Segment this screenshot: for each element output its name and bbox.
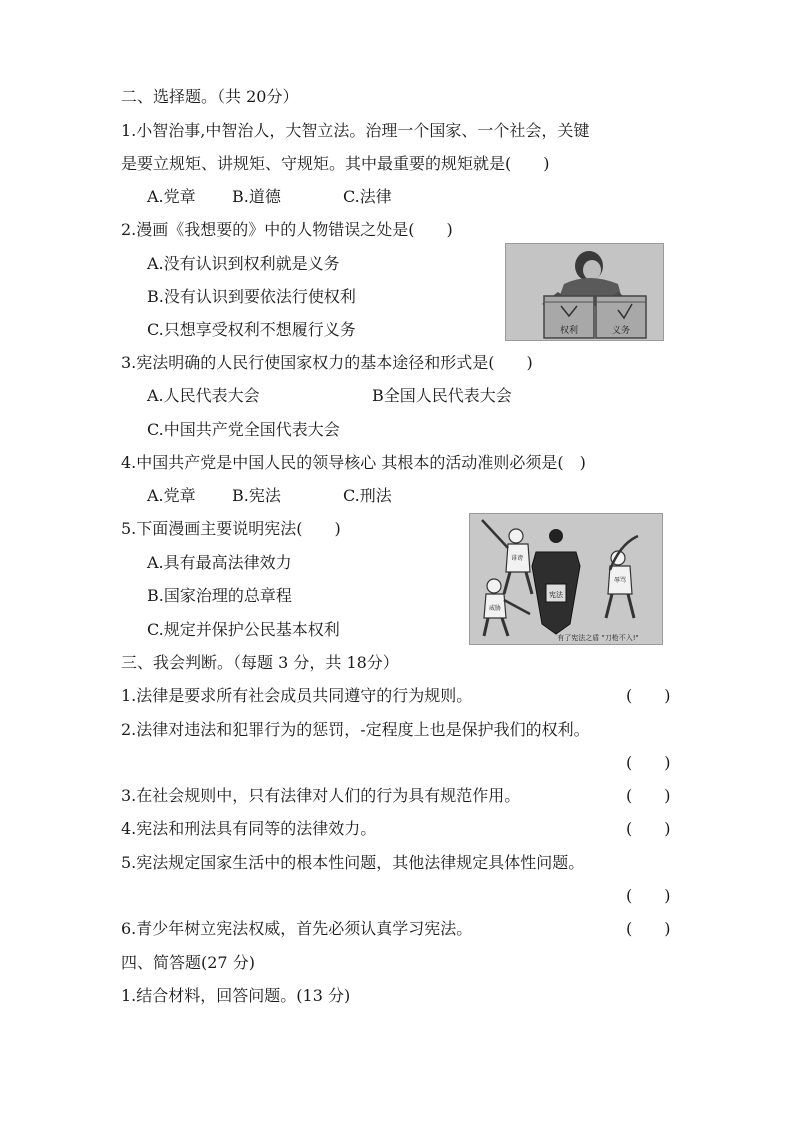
judge-item-5-answer[interactable]: ( ) [626,886,671,905]
q4-option-b: B.宪法 [232,486,281,505]
q4-option-a: A.党章 [147,486,196,505]
q3-option-c: C.中国共产党全国代表大会 [147,420,340,439]
judge-item-2: 2.法律对违法和犯罪行为的惩罚，-定程度上也是保护我们的权利。 [121,720,590,739]
judge-item-3: 3.在社会规则中，只有法律对人们的行为具有规范作用。 [121,786,521,805]
cartoon-box-right-label: 义务 [611,326,631,336]
section-judge-heading: 三、我会判断。（每题 3 分，共 18分） [121,653,399,672]
judge-item-1: 1.法律是要求所有社会成员共同遵守的行为规则。 [121,686,473,705]
q2-option-c: C.只想享受权利不想履行义务 [147,320,356,339]
q2-option-b: B.没有认识到要依法行使权利 [147,287,356,306]
q2-stem: 2.漫画《我想要的》中的人物错误之处是( ) [121,220,453,239]
cartoon-caption: 有了宪法之盾 "刀枪不入!" [557,634,639,642]
judge-item-1-answer[interactable]: ( ) [626,686,671,705]
section-choice-heading: 二、选择题。（共 20分） [121,87,299,106]
cartoon-shield-label: 宪法 [549,591,563,599]
q1-option-c: C.法律 [343,187,392,206]
q5-stem: 5.下面漫画主要说明宪法( ) [121,519,341,538]
judge-item-2-answer[interactable]: ( ) [626,753,671,772]
q5-option-c: C.规定并保护公民基本权利 [147,620,340,639]
q5-option-b: B.国家治理的总章程 [147,586,292,605]
q3-option-b: B全国人民代表大会 [372,386,512,405]
cartoon-figure-a-label: 诽谤 [510,555,524,562]
q4-stem: 4.中国共产党是中国人民的领导核心 其根本的活动准则必须是( ) [121,453,586,472]
section-short-heading: 四、简答题(27 分) [121,953,255,972]
judge-item-4: 4.宪法和刑法具有同等的法律效力。 [121,819,377,838]
q5-option-a: A.具有最高法律效力 [147,553,292,572]
judge-item-6: 6.青少年树立宪法权威，首先必须认真学习宪法。 [121,919,473,938]
q4-option-c: C.刑法 [343,486,392,505]
cartoon-rights-duties [505,243,664,341]
q3-stem: 3.宪法明确的人民行使国家权力的基本途径和形式是( ) [121,353,533,372]
q1-line1: 1.小智治事,中智治人，大智立法。治理一个国家、一个社会，关键 [121,121,590,140]
judge-item-6-answer[interactable]: ( ) [626,919,671,938]
cartoon-box-left-label: 权利 [559,326,579,336]
cartoon-figure-b-label: 辱骂 [613,577,627,584]
q1-option-b: B.道德 [232,187,281,206]
short-q1: 1.结合材料，回答问题。(13 分) [121,986,351,1005]
q1-line2: 是要立规矩、讲规矩、守规矩。其中最重要的规矩就是( ) [121,154,550,173]
q1-option-a: A.党章 [147,187,196,206]
judge-item-3-answer[interactable]: ( ) [626,786,671,805]
q3-option-a: A.人民代表大会 [147,386,260,405]
cartoon-figure-c-label: 威胁 [488,605,502,612]
judge-item-5: 5.宪法规定国家生活中的根本性问题，其他法律规定具体性问题。 [121,853,585,872]
cartoon-constitution-shield [469,513,663,645]
q2-option-a: A.没有认识到权利就是义务 [147,254,340,273]
judge-item-4-answer[interactable]: ( ) [626,819,671,838]
